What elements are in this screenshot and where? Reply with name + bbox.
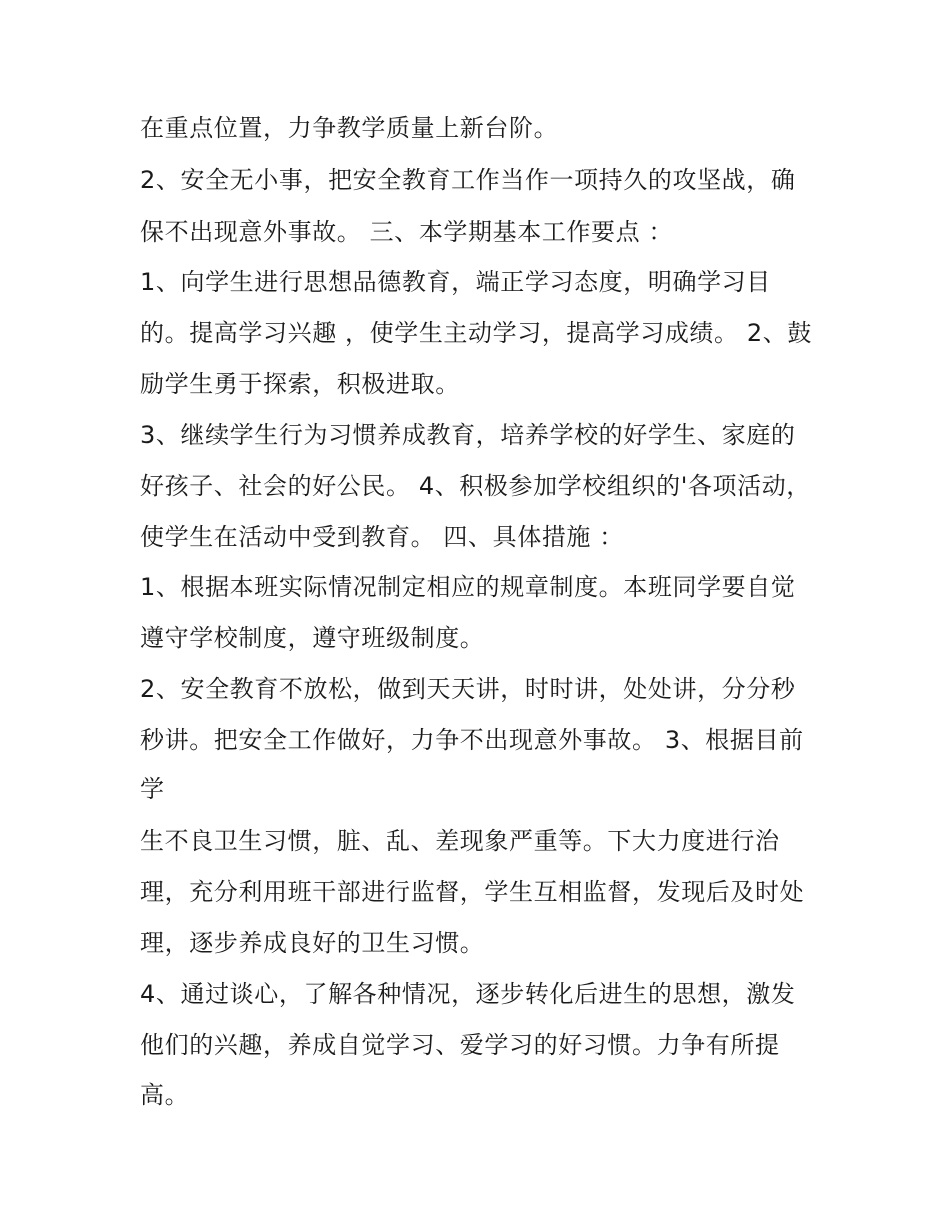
text-line: 好孩子、社会的好公民。 4、积极参加学校组织的'各项活动， bbox=[140, 472, 811, 500]
text-line: 的。提高学习兴趣 ，使学生主动学习，提高学习成绩。 2、鼓 bbox=[140, 319, 812, 347]
text-line: 在重点位置，力争教学质量上新台阶。 bbox=[140, 114, 559, 142]
text-line: 1、根据本班实际情况制定相应的规章制度。本班同学要自觉 bbox=[140, 573, 796, 601]
text-line: 2、安全无小事，把安全教育工作当作一项持久的攻坚战，确 bbox=[140, 166, 796, 194]
text-line: 秒讲。把安全工作做好，力争不出现意外事故。 3、根据目前 bbox=[140, 726, 804, 754]
text-line: 理，充分利用班干部进行监督，学生互相监督，发现后及时处 bbox=[140, 878, 805, 906]
text-line: 高。 bbox=[140, 1081, 190, 1109]
text-line: 3、继续学生行为习惯养成教育，培养学校的好学生、家庭的 bbox=[140, 421, 796, 449]
text-line: 保不出现意外事故。 三、本学期基本工作要点 ： bbox=[140, 218, 674, 246]
text-line: 理，逐步养成良好的卫生习惯。 bbox=[140, 929, 485, 957]
text-line: 励学生勇于探索，积极进取。 bbox=[140, 370, 460, 398]
text-line: 4、通过谈心，了解各种情况，逐步转化后进生的思想，激发 bbox=[140, 980, 796, 1008]
text-line: 遵守学校制度，遵守班级制度。 bbox=[140, 624, 485, 652]
text-line: 学 bbox=[140, 775, 165, 803]
text-line: 1、向学生进行思想品德教育，端正学习态度，明确学习目 bbox=[140, 268, 771, 296]
text-line: 2、安全教育不放松，做到天天讲，时时讲，处处讲，分分秒 bbox=[140, 675, 796, 703]
text-line: 他们的兴趣，养成自觉学习、爱学习的好习惯。力争有所提 bbox=[140, 1031, 780, 1059]
text-line: 使学生在活动中受到教育。 四、具体措施 ： bbox=[140, 523, 624, 551]
text-line: 生不良卫生习惯，脏、乱、差现象严重等。下大力度进行治 bbox=[140, 827, 780, 855]
